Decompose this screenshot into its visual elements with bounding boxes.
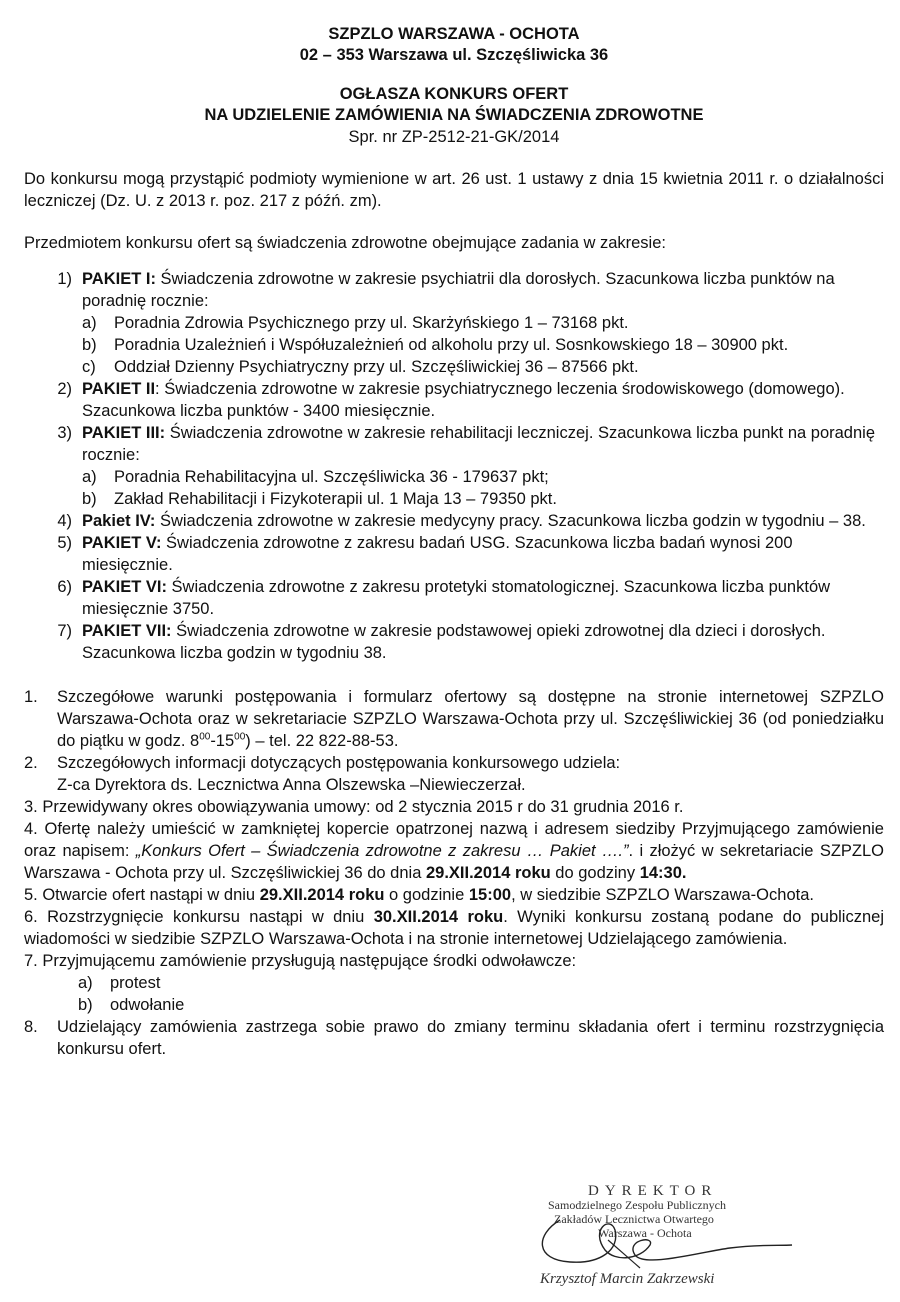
list-item (82, 466, 884, 488)
condition-text: Udzielający zamówienia zastrzega sobie prawo do zmiany terminu składania ofert i terminu rozstrzygnięcia konkursu ofert. (57, 1018, 884, 1058)
condition-text (57, 752, 884, 796)
list-text: Poradnia Rehabilitacyjna ul. Szczęśliwicka 36 - 179637 pkt; (114, 468, 549, 486)
package-name: PAKIET V: (82, 534, 162, 552)
list-letter: a) (78, 974, 93, 992)
condition-text-part: 6. Rozstrzygnięcie konkursu nastąpi w dniu (24, 908, 374, 926)
package-text: Świadczenia zdrowotne z zakresu protetyki stomatologicznej. Szacunkowa liczba punktów miesięcznie 3750. (82, 578, 831, 618)
package-number: 1) (57, 270, 72, 288)
list-text: protest (110, 974, 161, 992)
list-item (82, 334, 884, 356)
handwritten-signature (530, 1190, 800, 1280)
package-text: Świadczenia zdrowotne w zakresie medycyny pracy. Szacunkowa liczba godzin w tygodniu – 38. (155, 512, 866, 530)
condition-text-part: 4. Ofertę należy umieścić w zamkniętej kopercie opatrzonej nazwą i adresem siedziby Przyjmującego zamówienie oraz napisem: (24, 820, 884, 860)
package-text: Świadczenia zdrowotne w zakresie psychiatrii dla dorosłych. Szacunkowa liczba punktów na poradnię rocznie: (82, 270, 835, 310)
package-name: PAKIET VI: (82, 578, 167, 596)
list-letter: c) (82, 358, 96, 376)
package-name: PAKIET II (82, 380, 156, 398)
condition-item (24, 686, 884, 752)
subject-paragraph: Przedmiotem konkursu ofert są świadczenia zdrowotne obejmujące zadania w zakresie: (24, 234, 666, 252)
signature-stamp (530, 1180, 800, 1292)
list-letter: a) (82, 314, 97, 332)
list-letter: b) (82, 336, 97, 354)
package-number: 7) (57, 622, 72, 640)
document-header (24, 24, 884, 126)
conditions-list (24, 686, 884, 1060)
package-name: PAKIET III: (82, 424, 166, 442)
condition-text-part: . i złożyć w sekretariacie SZPZLO Warszawa - Ochota przy ul. Szczęśliwickiej 36 do dnia (24, 842, 884, 882)
condition-text-part: . Wyniki konkursu zostaną podane do publicznej wiadomości w siedzibie SZPZLO Warszawa-Ochota i na stronie internetowej Udzielającego zamówienia. (24, 908, 884, 948)
condition-text-part: 5. Otwarcie ofert nastąpi w dniu (24, 886, 260, 904)
stamp-line: Zakładów Lecznictwa Otwartego (554, 1212, 714, 1226)
condition-text-part: Szczegółowe warunki postępowania i formularz ofertowy są dostępne na stronie internetowej SZPZLO Warszawa-Ochota oraz w sekretariacie SZPZLO Warszawa-Ochota przy ul. Szczęśliwickiej 36 (od poniedziałku do piątku w godz. 8 (57, 688, 884, 750)
condition-text-part: do godziny (550, 864, 640, 882)
condition-text (57, 686, 884, 752)
intro-paragraph: Do konkursu mogą przystąpić podmioty wymienione w art. 26 ust. 1 ustawy z dnia 15 kwietnia 2011 r. o działalności leczniczej (Dz. U. z 2013 r. poz. 217 z późń. zm). (24, 170, 884, 210)
package-number: 4) (57, 512, 72, 530)
resolution-date: 30.XII.2014 roku (373, 908, 504, 926)
list-item (24, 994, 884, 1016)
condition-item (24, 1016, 884, 1060)
condition-text-part: ) – tel. 22 822-88-53. (245, 732, 399, 750)
announcement-subtitle: NA UDZIELENIE ZAMÓWIENIA NA ŚWIADCZENIA ZDROWOTNE (204, 106, 704, 124)
list-text: Zakład Rehabilitacji i Fizykoterapii ul. 1 Maja 13 – 79350 pkt. (114, 490, 557, 508)
list-letter: b) (82, 490, 97, 508)
package-text: Świadczenia zdrowotne w zakresie rehabilitacji leczniczej. Szacunkowa liczba punkt na poradnię rocznie: (82, 424, 875, 464)
package-item (24, 378, 884, 422)
list-item (82, 488, 884, 510)
package-number: 5) (57, 534, 72, 552)
list-text: Oddział Dzienny Psychiatryczny przy ul. Szczęśliwickiej 36 – 87566 pkt. (114, 358, 639, 376)
hour-superscript: 00 (234, 731, 246, 743)
package-number: 3) (57, 424, 72, 442)
condition-item (24, 752, 884, 796)
package-item (24, 620, 884, 664)
condition-text-part: , w siedzibie SZPZLO Warszawa-Ochota. (511, 886, 814, 904)
document-page (24, 24, 884, 1060)
package-item (24, 576, 884, 620)
package-list (24, 268, 884, 664)
list-letter: b) (78, 996, 93, 1014)
condition-item (24, 818, 884, 884)
deadline-time: 14:30. (639, 864, 687, 882)
hour-superscript: 00 (199, 731, 211, 743)
package-name: PAKIET VII: (82, 622, 172, 640)
list-text: Poradnia Zdrowia Psychicznego przy ul. Skarżyńskiego 1 – 73168 pkt. (114, 314, 629, 332)
package-name: PAKIET I: (82, 270, 156, 288)
opening-date: 29.XII.2014 roku (259, 886, 385, 904)
org-address: 02 – 353 Warszawa ul. Szczęśliwicka 36 (299, 46, 609, 64)
package-name: Pakiet IV: (82, 512, 156, 530)
package-text: : Świadczenia zdrowotne w zakresie psychiatrycznego leczenia środowiskowego (domowego). Szacunkowa liczba punktów - 3400 miesięcznie. (82, 380, 845, 420)
package-item (24, 422, 884, 510)
condition-text-part: Z-ca Dyrektora ds. Lecznictwa Anna Olszewska –Niewieczerzał. (57, 776, 526, 794)
list-text: Poradnia Uzależnień i Współuzależnień od alkoholu przy ul. Sosnkowskiego 18 – 30900 pkt. (114, 336, 789, 354)
appeal-list (24, 972, 884, 1016)
package-number: 2) (57, 380, 72, 398)
envelope-label-quote: „Konkurs Ofert – Świadczenia zdrowotne z zakresu … Pakiet ….” (135, 842, 629, 860)
condition-number: 2. (24, 754, 38, 772)
package-item (24, 510, 884, 532)
list-letter: a) (82, 468, 97, 486)
condition-text-part: -15 (210, 732, 235, 750)
condition-item (24, 884, 884, 906)
org-name: SZPZLO WARSZAWA - OCHOTA (328, 25, 580, 43)
list-item (82, 312, 884, 334)
opening-time: 15:00 (468, 886, 512, 904)
condition-number: 8. (24, 1018, 38, 1036)
stamp-line: Samodzielnego Zespołu Publicznych (548, 1198, 726, 1212)
condition-item: 7. Przyjmującemu zamówienie przysługują następujące środki odwoławcze: (24, 952, 577, 970)
package-item (24, 532, 884, 576)
package-item (24, 268, 884, 378)
package-text: Świadczenia zdrowotne w zakresie podstawowej opieki zdrowotnej dla dzieci i dorosłych. Szacunkowa liczba godzin w tygodniu 38. (82, 622, 826, 662)
package-text: Świadczenia zdrowotne z zakresu badań USG. Szacunkowa liczba badań wynosi 200 miesięcznie. (82, 534, 793, 574)
condition-item (24, 906, 884, 950)
reference-number: Spr. nr ZP-2512-21-GK/2014 (348, 128, 560, 146)
stamp-line: Warszawa - Ochota (598, 1226, 692, 1240)
package-number: 6) (57, 578, 72, 596)
list-item (82, 356, 884, 378)
condition-text-part: o godzinie (384, 886, 469, 904)
stamp-title: DYREKTOR (588, 1183, 718, 1199)
condition-text-part: Szczegółowych informacji dotyczących postępowania konkursowego udziela: (57, 754, 621, 772)
announcement-title: OGŁASZA KONKURS OFERT (339, 85, 569, 103)
condition-item: 3. Przewidywany okres obowiązywania umowy: od 2 stycznia 2015 r do 31 grudnia 2016 r. (24, 798, 684, 816)
deadline-date: 29.XII.2014 roku (425, 864, 551, 882)
list-text: odwołanie (110, 996, 185, 1014)
director-name: Krzysztof Marcin Zakrzewski (540, 1271, 715, 1287)
condition-number: 1. (24, 688, 38, 706)
list-item (24, 972, 884, 994)
